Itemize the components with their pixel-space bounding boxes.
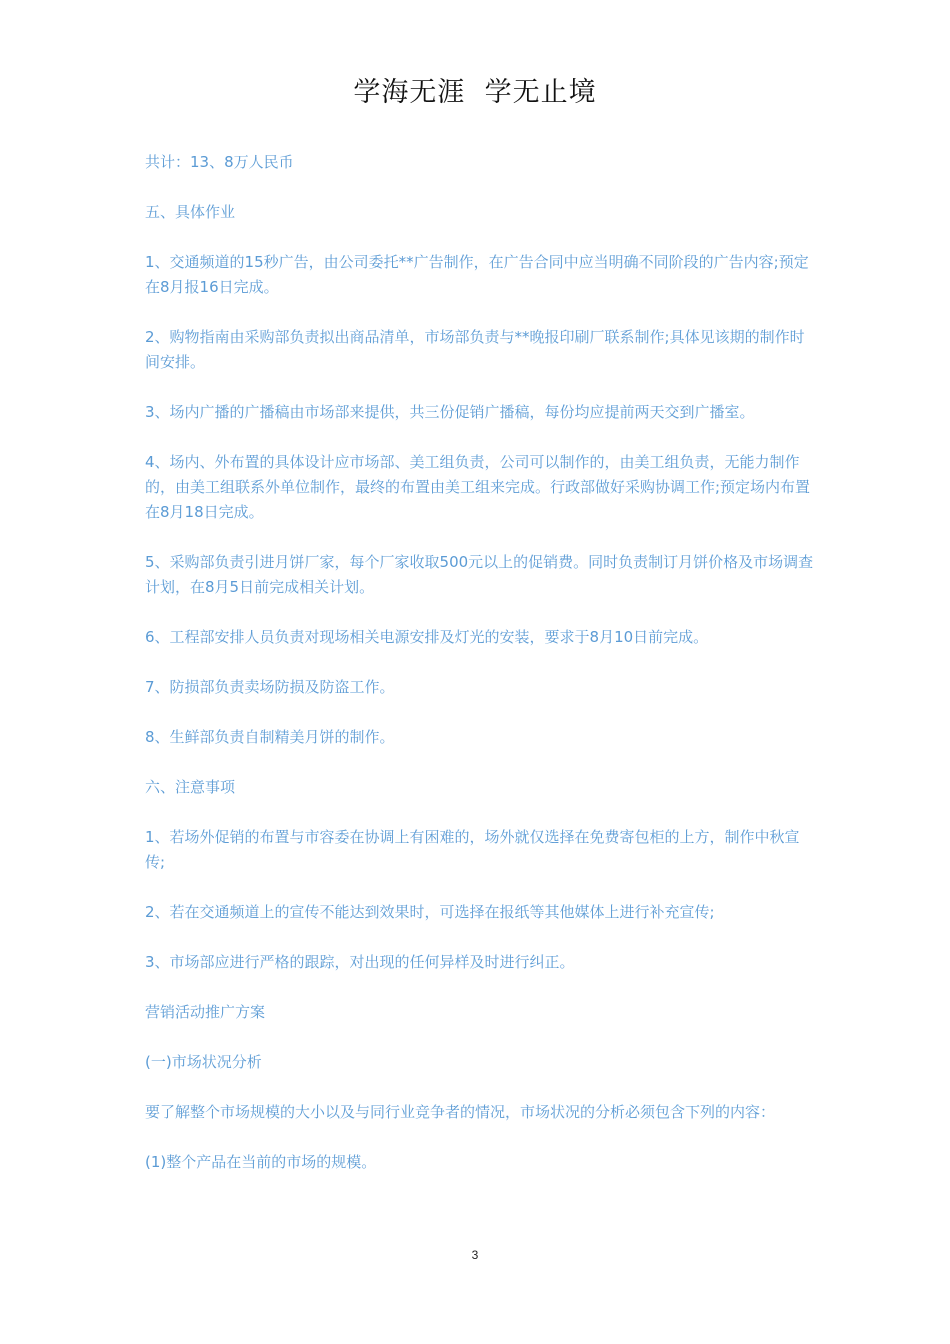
paragraph-item-3: 3、场内广播的广播稿由市场部来提供，共三份促销广播稿，每份均应提前两天交到广播室。 xyxy=(145,403,755,421)
paragraph-item-6: 6、工程部安排人员负责对现场相关电源安排及灯光的安装，要求于8月10日前完成。 xyxy=(145,628,709,646)
section-heading-notes: 六、注意事项 xyxy=(145,778,236,796)
paragraph-item-2: 2、购物指南由采购部负责拟出商品清单，市场部负责与**晚报印刷厂联系制作;具体见该期的制作时间安排。 xyxy=(145,328,805,371)
subsection-heading-market-analysis: (一)市场状况分析 xyxy=(145,1053,262,1071)
paragraph-item-7: 7、防损部负责卖场防损及防盗工作。 xyxy=(145,678,395,696)
paragraph-note-2: 2、若在交通频道上的宣传不能达到效果时，可选择在报纸等其他媒体上进行补充宣传; xyxy=(145,903,715,921)
paragraph-note-1: 1、若场外促销的布置与市容委在协调上有困难的，场外就仅选择在免费寄包柜的上方，制作中秋宣传; xyxy=(145,828,800,871)
page-number: 3 xyxy=(471,1248,479,1262)
page-header-title: 学海无涯 学无止境 xyxy=(353,77,597,108)
paragraph-item-8: 8、生鲜部负责自制精美月饼的制作。 xyxy=(145,728,395,746)
paragraph-total: 共计：13、8万人民币 xyxy=(145,153,294,171)
paragraph-note-3: 3、市场部应进行严格的跟踪，对出现的任何异样及时进行纠正。 xyxy=(145,953,575,971)
paragraph-item-4: 4、场内、外布置的具体设计应市场部、美工组负责，公司可以制作的，由美工组负责，无能力制作的，由美工组联系外单位制作，最终的布置由美工组来完成。行政部做好采购协调工作;预定场内布置在8月18日完成。 xyxy=(145,453,811,521)
document-body xyxy=(145,150,817,1200)
section-heading-marketing-plan: 营销活动推广方案 xyxy=(145,1003,266,1021)
paragraph-item-5: 5、采购部负责引进月饼厂家，每个厂家收取500元以上的促销费。同时负责制订月饼价格及市场调查计划，在8月5日前完成相关计划。 xyxy=(145,553,814,596)
paragraph-market-analysis-intro: 要了解整个市场规模的大小以及与同行业竞争者的情况，市场状况的分析必须包含下列的内容： xyxy=(145,1103,776,1121)
section-heading-specific-work: 五、具体作业 xyxy=(145,203,236,221)
paragraph-item-1: 1、交通频道的15秒广告，由公司委托**广告制作，在广告合同中应当明确不同阶段的广告内容;预定在8月报16日完成。 xyxy=(145,253,809,296)
paragraph-market-size: (1)整个产品在当前的市场的规模。 xyxy=(145,1153,377,1171)
